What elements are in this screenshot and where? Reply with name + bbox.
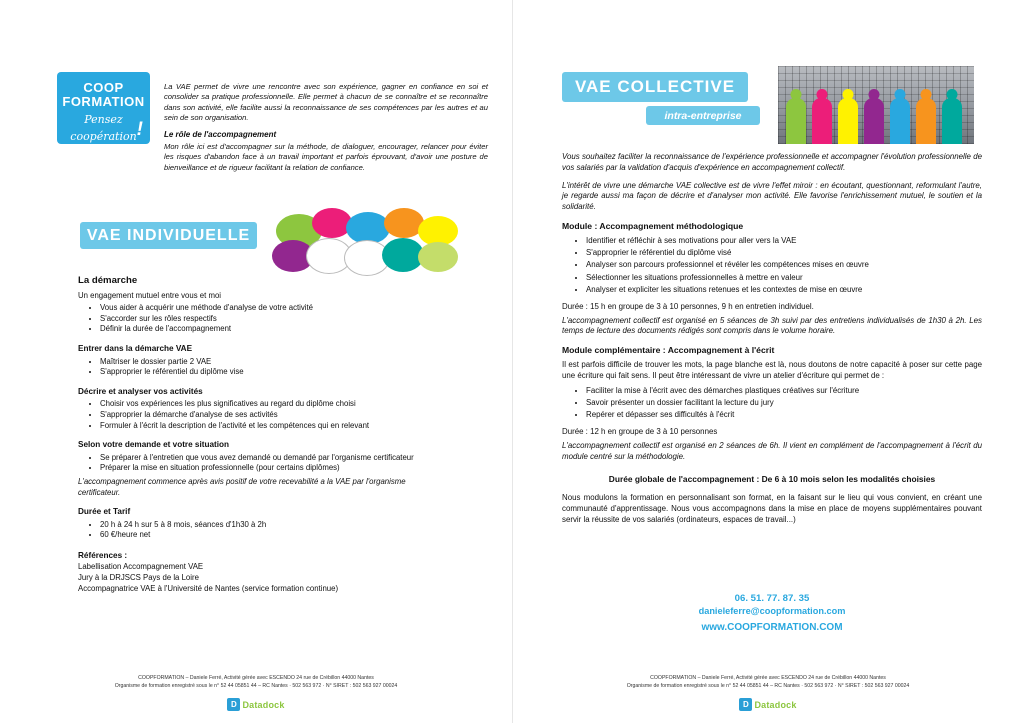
list-item: • Préparer la mise en situation professionnelle (pour certains diplômes) <box>100 463 434 474</box>
list-item: • Sélectionner les situations professionnelles à mettre en valeur <box>586 273 982 284</box>
coop-formation-logo <box>57 72 150 144</box>
vae-collective-banner <box>562 72 748 102</box>
silhouette-blue <box>890 98 910 144</box>
list-item: • Vous aider à acquérir une méthode d'analyse de votre activité <box>100 303 434 314</box>
contact-phone[interactable]: 06. 51. 77. 87. 35 <box>734 593 810 604</box>
global-duration: Durée globale de l'accompagnement : De 6 à 10 mois selon les modalités choisies <box>608 474 936 485</box>
module-1-list <box>562 236 982 296</box>
list-item: • Maîtriser le dossier partie 2 VAE <box>100 357 434 368</box>
entrer-heading: Entrer dans la démarche VAE <box>78 343 193 353</box>
list-item: • Savoir présenter un dossier facilitant la lecture du jury <box>586 398 982 409</box>
duree-tarif-list <box>78 520 434 541</box>
module-2-heading: Module complémentaire : Accompagnement à l'écrit <box>562 345 775 356</box>
collective-intro-2: L'intérêt de vivre une démarche VAE collective est de vivre l'effet miroir : en écoutant, questionnant, reformulant l'autre, je regarde aussi ma façon de décrire et d'analyser mon activité. Elle favorise l'enrichissement mutuel, le soutien et la solidarité. <box>562 180 982 212</box>
reference-line: Accompagnatrice VAE à l'Université de Nantes (service formation continue) <box>78 583 339 593</box>
decrire-list <box>78 399 434 431</box>
contact-email[interactable]: danieleferre@coopformation.com <box>698 606 846 616</box>
selon-heading: Selon votre demande et votre situation <box>78 440 230 450</box>
datadock-word: Datad <box>242 699 269 710</box>
list-item: • 60 €/heure net <box>100 530 434 541</box>
crowd-photo-illustration <box>778 66 974 144</box>
silhouette-orange <box>916 98 936 144</box>
role-paragraph: Mon rôle ici est d'accompagner sur la méthode, de dialoguer, encourager, relancer pour éviter les risques d'abandon face à un travail important et parfois éprouvant, d'avoir une posture de bienveillance et de rigueur facilitant la relation de confiance. <box>164 142 488 172</box>
list-item: • Analyser son parcours professionnel et révéler les compétences mises en œuvre <box>586 260 982 271</box>
datadock-suffix: ock <box>268 699 285 710</box>
footer-line-2: Organisme de formation enregistré sous le n° 52 44 05851 44 – RC Nantes · 502 563 972 · N° SIRET : 502 563 927 00024 <box>626 683 910 689</box>
engagement-list <box>78 303 434 335</box>
intro-paragraph: La VAE permet de vivre une rencontre avec son expérience, gagner en confiance en soi et consolider sa pratique professionnelle. Elle permet à chacun de se connaître et se reconnaître dans son activité, elle facilite aussi la reconnaissance de ses compétences par les autres et au sein de son organisation. <box>164 82 488 123</box>
list-item: • Repérer et dépasser ses difficultés à l'écrit <box>586 410 982 421</box>
role-heading: Le rôle de l'accompagnement <box>164 130 277 139</box>
module-1-note: L'accompagnement collectif est organisé en 5 séances de 3h suivi par des entretiens individualisés de 1h30 à 2h. Les temps de lecture des documents rédigés sont compris dans le volume horaire. <box>562 315 982 336</box>
list-item: • S'approprier le référentiel du diplôme vise <box>100 367 434 378</box>
engagement-intro: Un engagement mutuel entre vous et moi <box>78 290 222 300</box>
module-2-intro: Il est parfois difficile de trouver les mots, la page blanche est là, nous doutons de notre capacité à poser sur cette page une écriture qui fait sens. Il peut être intéressant de vivre un atelier d'écriture qui permet de : <box>562 359 982 380</box>
selon-note: L'accompagnement commence après avis positif de votre recevabilité a la VAE par l'organisme certificateur. <box>78 476 406 497</box>
reference-line: Jury à la DRJSCS Pays de la Loire <box>78 573 199 583</box>
silhouette-teal <box>942 98 962 144</box>
right-content <box>562 152 982 530</box>
datadock-wordmark <box>242 701 284 709</box>
references-heading: Références : <box>78 550 128 560</box>
list-item: • Formuler à l'écrit la description de l'activité et les compétences qui en relevant <box>100 421 434 432</box>
logo-exclamation: ! <box>136 119 143 140</box>
datadock-word: Datad <box>754 699 781 710</box>
contact-block <box>562 592 982 638</box>
list-item: • Se préparer à l'entretien que vous avez demandé ou demandé par l'organisme certificateur <box>100 453 434 464</box>
left-content <box>78 276 434 594</box>
footer-line-2: Organisme de formation enregistré sous le n° 52 44 05851 44 – RC Nantes · 502 563 972 · N° SIRET : 502 563 927 00024 <box>114 683 398 689</box>
datadock-mark: D <box>227 698 240 711</box>
silhouette-green <box>786 98 806 144</box>
logo-script-2: coopération <box>70 130 137 143</box>
reference-line: Labellisation Accompagnement VAE <box>78 562 204 572</box>
intra-entreprise-label: intra-entreprise <box>664 109 742 122</box>
module-2-note: L'accompagnement collectif est organisé en 2 séances de 6h. Il vient en complément de l'accompagnement à l'écrit du module centré sur la méthodologie. <box>562 440 982 461</box>
logo-line-2: FORMATION <box>62 94 145 109</box>
logo-script-1: Pensez <box>84 113 123 126</box>
datadock-logo <box>739 698 796 711</box>
list-item: • S'approprier la démarche d'analyse de ses activités <box>100 410 434 421</box>
intra-entreprise-banner <box>646 106 760 125</box>
list-item: • Identifier et réfléchir à ses motivations pour aller vers la VAE <box>586 236 982 247</box>
vae-collective-banner-label: VAE COLLECTIVE <box>574 77 736 96</box>
list-item: • Définir la durée de l'accompagnement <box>100 324 434 335</box>
datadock-wordmark <box>754 701 796 709</box>
footer-line-1: COOPFORMATION – Daniele Ferré, Activité gérée avec ESCENDO 24 rue de Crébillon 44000 Nantes <box>138 675 374 681</box>
datadock-suffix: ock <box>780 699 797 710</box>
contact-website[interactable]: www.COOPFORMATION.COM <box>701 622 843 633</box>
list-item: • S'approprier le référentiel du diplôme visé <box>586 248 982 259</box>
collective-intro-1: Vous souhaitez faciliter la reconnaissance de l'expérience professionnelle et accompagner l'évolution professionnelle de vos salariés par la validation d'acquis d'expérience en accompagnement collectif. <box>562 152 982 172</box>
decrire-heading: Décrire et analyser vos activités <box>78 386 203 396</box>
left-footer <box>0 674 512 711</box>
demarche-heading: La démarche <box>78 275 138 286</box>
entrer-list <box>78 357 434 378</box>
module-1-heading: Module : Accompagnement méthodologique <box>562 220 744 231</box>
right-page <box>512 0 1024 723</box>
module-1-duration: Durée : 15 h en groupe de 3 à 10 personnes, 9 h en entretien individuel. <box>562 301 814 311</box>
duree-tarif-heading: Durée et Tarif <box>78 507 131 517</box>
right-footer <box>512 674 1024 711</box>
footer-line-1: COOPFORMATION – Daniele Ferré, Activité gérée avec ESCENDO 24 rue de Crébillon 44000 Nantes <box>650 675 886 681</box>
vae-individuelle-banner-label: VAE INDIVIDUELLE <box>86 226 251 244</box>
closing-paragraph: Nous modulons la formation en personnalisant son format, en la faisant sur le lieu qui vous convient, en créant une communauté d'apprentissage. Nous vous accompagnons dans la mise en place de moyens supplémentaires pouvant servir la réussite de vos salariés (ordinateurs, espaces de travail...) <box>562 493 982 524</box>
list-item: • Choisir vos expériences les plus significatives au regard du diplôme choisi <box>100 399 434 410</box>
selon-list <box>78 453 434 474</box>
speech-bubbles-illustration <box>272 208 472 278</box>
logo-line-1: COOP <box>83 80 124 95</box>
silhouette-pink <box>812 98 832 144</box>
vae-individuelle-banner <box>80 222 257 249</box>
silhouette-yellow <box>838 98 858 144</box>
list-item: • S'accorder sur les rôles respectifs <box>100 314 434 325</box>
list-item: • 20 h à 24 h sur 5 à 8 mois, séances d'1h30 à 2h <box>100 520 434 531</box>
datadock-mark: D <box>739 698 752 711</box>
module-2-list <box>562 386 982 421</box>
bubble-lightgreen <box>418 242 458 272</box>
datadock-logo <box>227 698 284 711</box>
silhouette-purple <box>864 98 884 144</box>
list-item: • Faciliter la mise à l'écrit avec des démarches plastiques créatives sur l'écriture <box>586 386 982 397</box>
module-2-duration: Durée : 12 h en groupe de 3 à 10 personnes <box>562 426 718 436</box>
list-item: • Analyser et expliciter les situations retenues et les contextes de mise en œuvre <box>586 285 982 296</box>
